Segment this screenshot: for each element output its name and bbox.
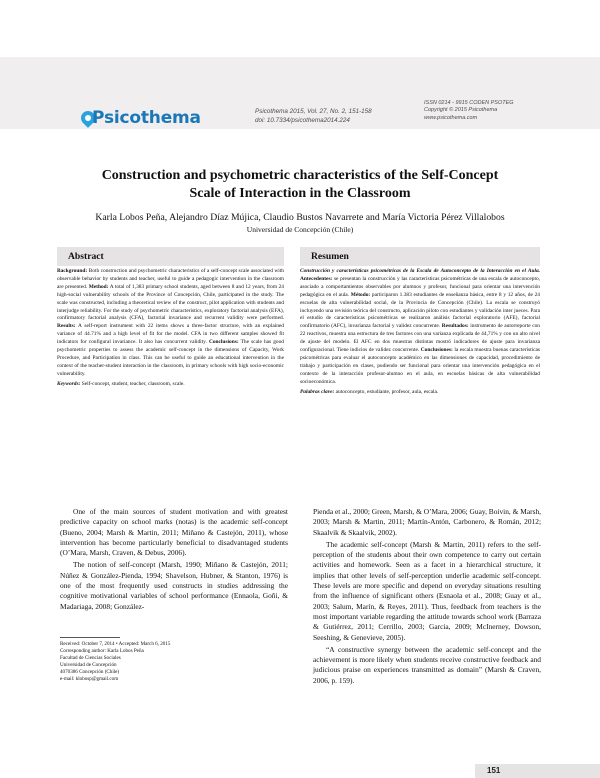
- journal-issn: ISSN 0214 - 9915 CODEN PSOTEG: [424, 100, 514, 106]
- journal-website: www.psicothema.com: [424, 114, 478, 121]
- abstract-heading: Abstract: [57, 247, 284, 266]
- footnote-faculty: Facultad de Ciencias Sociales: [60, 654, 121, 661]
- body-right-column: [313, 507, 541, 688]
- article-authors: Karla Lobos Peña, Alejandro Díaz Mújica, Claudio Bustos Navarrete and María Victoria Pérez Villalobos: [95, 212, 505, 223]
- journal-copyright: Copyright © 2015 Psicothema: [424, 107, 498, 114]
- abstract-keywords: Keywords: Self-concept, student, teacher, classroom, scale.: [57, 380, 185, 387]
- body-paragraph: “A constructive synergy between the academic self-concept and the achievement is more likely when students receive constructive feedback and judicious praise on experiences transmitted as domain” (Marsh & Craven, 2006, p. 159).: [313, 644, 541, 685]
- body-paragraph: One of the main sources of student motivation and with greatest predictive capacity on school marks (notas) is the academic self-concept (Bueno, 2004; Marsh & Martin, 2011; Miñano & Castejón, 2011), whose intervention has become particularly beneficial to disadvantaged students (O’Mara, Marsh, Craven, & Debus, 2006).: [60, 507, 288, 558]
- footnote: [60, 641, 170, 682]
- journal-doi: doi: 10.7334/psicothema2014.224: [255, 117, 350, 124]
- article-title: Construction and psychometric characteristics of the Self-Concept Scale of Interaction in the Classroom: [101, 168, 499, 201]
- footnote-divider: [60, 637, 120, 638]
- page-number: 151: [487, 766, 501, 775]
- resumen-text: Construcción y características psicométricas de la Escala de Autoconcepto de la Interacción en el Aula. Antecedentes: se presentan la construcción y las características psicométricas de una escala de autoconcepto, asociado a comportamientos observables por alumnos y profesor, funcional para orientar una intervención pedagógica en el aula. Método: participaron 1.383 estudiantes de enseñanza básica, entre 8 y 12 años, de 24 escuelas de alta vulnerabilidad social, de la Provincia de Concepción (Chile). La escala se construyó incluyendo una revisión teórica del constructo, aplicación piloto con estudiantes y validación inter jueces. Para el estudio de características psicométricas se realizaron análisis factorial exploratorio (AFE), factorial confirmatorio (AFC), invarianza factorial y validez concurrente. Resultados: instrumento de autorreporte con 22 reactivos, muestra una estructura de tres factores con una varianza explicada de 44,71% y con un alto nivel de ajuste del modelo. El AFC en dos muestras distintas mostró indicadores de ajuste para invarianza configuracional. Tiene indicios de validez concurrente. Conclusiones: la escala muestra buenas características psicométricas para evaluar el autoconcepto académico en las dimensiones de capacidad, procedimiento de trabajo y participación en clases, pudiendo ser funcional para orientar una intervención pedagógica en el contexto de la interacción profesor-alumno en el aula, en escuelas básicas de alta vulnerabilidad socioeconómica. Palabras clave: autoconcepto, estudiante, profesor, aula, escala.: [300, 268, 540, 395]
- journal-info: [424, 100, 514, 122]
- footnote-dates: Received: October 7, 2014 • Accepted: March 6, 2015: [60, 641, 171, 647]
- journal-citation: [255, 107, 372, 125]
- footnote-university: Universidad de Concepción: [60, 661, 117, 668]
- resumen-keywords: Palabras clave: autoconcepto, estudiante, profesor, aula, escala.: [300, 388, 439, 395]
- body-paragraph: The notion of self-concept (Marsh, 1990; Miñano & Castejón, 2011; Núñez & González-Pienda, 1994; Shavelson, Hubner, & Stanton, 1976) is one of the most frequently used constructs in studies addressing the cognitive motivational variables of school performance (Ennaola, Goñi, & Madariaga, 2008; González-: [60, 560, 288, 611]
- body-paragraph: Pienda et al., 2000; Green, Marsh, & O’Mara, 2006; Guay, Boivin, & Marsh, 2003; Marsh & Martin, 2011; Martín-Antón, Carbonero, & Román, 2012; Skaalvik & Skaalvik, 2002).: [313, 507, 541, 537]
- body-left-column: [60, 507, 288, 614]
- body-paragraph: The academic self-concept (Marsh & Martin, 2011) refers to the self-perception of the students about their own competence to carry out certain activities and homework. Seen as a facet in a hierarchical structure, it implies that other levels of self-perception underlie academic self-concept. These levels are more specific and depend on everyday situations resulting from the influence of significant others (Esnaola et al., 2008; Guay et al., 2003; Salum, Marín, & Reyes, 2011). Thus, feedback from teachers is the most important variable regarding the attitude towards school work (Barraza & Gutiérrez, 2011; Cerrillo, 2003; Garcia, 2009; McInerney, Dowson, Seeshing, & Genevieve, 2005).: [313, 539, 541, 642]
- journal-volume: Psicothema 2015, Vol. 27, No. 2, 151-158: [255, 108, 372, 115]
- abstract-text: Background: Both construction and psychometric characteristics of a self-concept scale associated with observable behavior by students and teacher, useful to guide a pedagogic intervention in the classroom are presented. Method: A total of 1,383 primary school students, aged between 8 and 12 years, from 24 high-social vulnerability schools of the Province of Concepción, Chile, participated in the study. The scale was constructed, including a theoretical review of the construct, pilot application with students and interjudge reliability. For the study of psychometric characteristics, exploratory factorial analysis (EFA), confirmatory factorial analysis (CFA), factorial invariance and recurrent validity were performed. Results: A self-report instrument with 22 items shows a three-factor structure, with an explained variance of 44.71% and a high level of fit for the model. CFA in two different samples showed fit indicators for configural invariance. It also has concurrent validity. Conclusions: The scale has good psychometric properties to assess the academic self-concept in the dimensions of Capacity, Work Procedure, and Participation in class. This can be useful to guide an educational intervention in the context of the teacher-student interaction in the classroom, in primary schools with high socio-economic vulnerability. Keywords: Self-concept, student, teacher, classroom, scale.: [57, 268, 285, 387]
- article-affiliation: Universidad de Concepción (Chile): [246, 225, 354, 234]
- footnote-address: 4070386 Concepción (Chile): [60, 668, 120, 675]
- journal-logo: [62, 71, 200, 129]
- footnote-email: e-mail: klobosp@gmail.com: [60, 675, 119, 682]
- logo-text: Psicothema: [92, 108, 201, 128]
- resumen-heading: Resumen: [300, 247, 540, 266]
- footnote-author: Corresponding author: Karla Lobos Peña: [60, 647, 144, 654]
